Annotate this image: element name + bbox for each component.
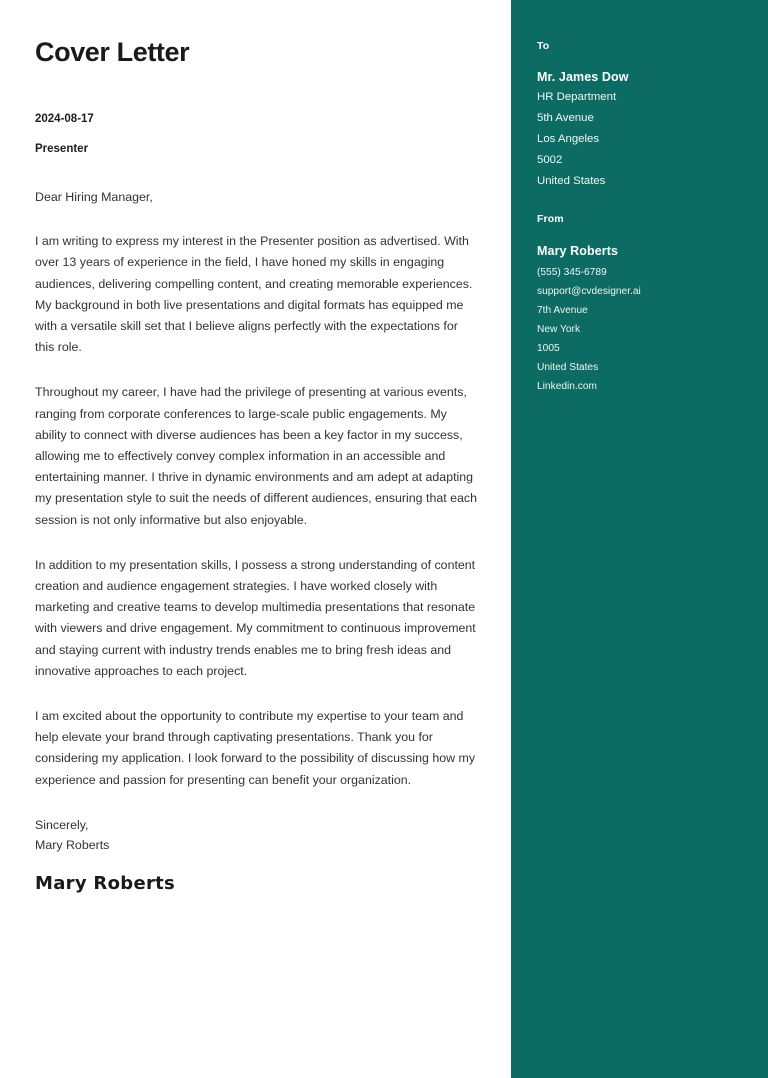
sender-street: 7th Avenue bbox=[537, 305, 588, 317]
closing-name: Mary Roberts bbox=[35, 837, 110, 852]
sender-block bbox=[537, 213, 748, 396]
sender-name: Mary Roberts bbox=[537, 244, 619, 259]
recipient-line: 5002 bbox=[537, 153, 563, 166]
sender-heading: From bbox=[537, 213, 564, 226]
contact-sidebar bbox=[511, 0, 768, 1078]
sender-email[interactable]: support@cvdesigner.ai bbox=[537, 286, 641, 298]
recipient-line: 5th Avenue bbox=[537, 112, 594, 125]
sender-linkedin[interactable]: Linkedin.com bbox=[537, 381, 598, 393]
sender-city: New York bbox=[537, 324, 581, 336]
signature: Mary Roberts bbox=[35, 872, 176, 894]
recipient-heading: To bbox=[537, 40, 550, 52]
closing-salutation: Sincerely, bbox=[35, 817, 89, 832]
sender-phone: (555) 345-6789 bbox=[537, 267, 607, 279]
recipient-line: Los Angeles bbox=[537, 132, 600, 145]
letter-date: 2024-08-17 bbox=[35, 112, 94, 125]
letter-closing bbox=[35, 815, 479, 855]
recipient-line: United States bbox=[537, 174, 606, 187]
recipient-line: HR Department bbox=[537, 91, 617, 104]
letter-paragraph-4: I am excited about the opportunity to contribute my expertise to your team and help elevate your brand through captivating presentations. Thank you for considering my application. I look forward to the possibility of discussing how my experience and passion for presenting can benefit your organization. bbox=[35, 709, 476, 787]
letter-paragraph-1: I am writing to express my interest in the Presenter position as advertised. With over 13 years of experience in the field, I have honed my skills in engaging audiences, delivering compelling content, and creating memorable experiences. My background in both live presentations and digital formats has equipped me with a versatile skill set that I believe aligns perfectly with the expectations for this role. bbox=[35, 234, 473, 355]
sender-postal-code: 1005 bbox=[537, 343, 560, 355]
recipient-name: Mr. James Dow bbox=[537, 70, 629, 84]
letter-paragraph-2: Throughout my career, I have had the privilege of presenting at various events, ranging from corporate conferences to large-scale public engagements. My ability to connect with diverse audiences has been a key factor in my success, allowing me to effectively convey complex information in an accessible and entertaining manner. I thrive in dynamic environments and am adept at adapting my presentation style to suit the needs of different audiences, ensuring that each session is not only informative but also enjoyable. bbox=[35, 385, 477, 527]
page-title: Cover Letter bbox=[35, 37, 190, 67]
letter-paragraph-3: In addition to my presentation skills, I possess a strong understanding of content creation and audience engagement strategies. I have worked closely with marketing and creative teams to develop multimedia presentations that resonate with viewers and drive engagement. My commitment to continuous improvement and staying current with industry trends enables me to bring fresh ideas and innovative approaches to each project. bbox=[35, 557, 476, 678]
sender-country: United States bbox=[537, 362, 599, 374]
recipient-block bbox=[537, 40, 748, 191]
letter-position-title: Presenter bbox=[35, 143, 89, 156]
letter-salutation: Dear Hiring Manager, bbox=[35, 190, 153, 205]
